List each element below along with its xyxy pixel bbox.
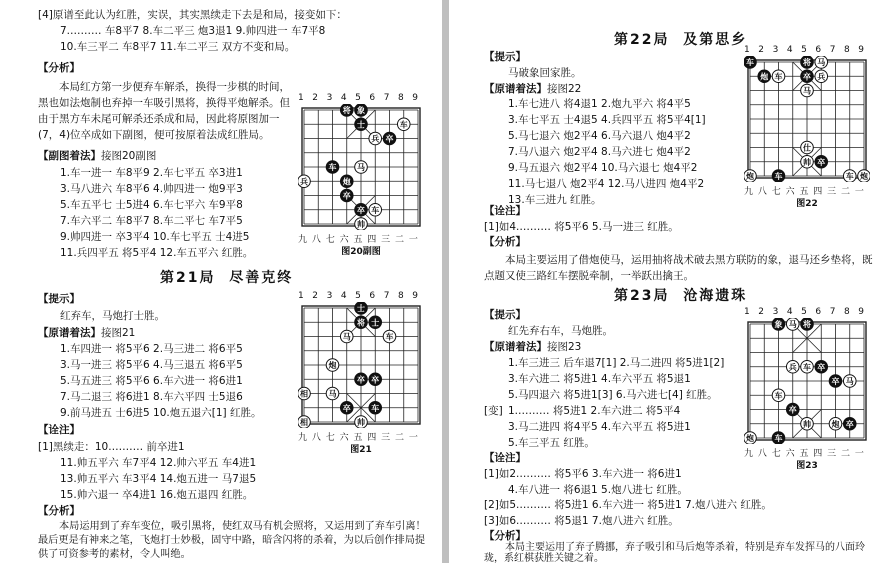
fig21-board bbox=[298, 302, 424, 428]
piece-label: 卒 bbox=[342, 403, 351, 413]
analysis1-text: 本局红方第一步便弃车解杀，换得一步棋的时间，黑也如法炮制也弃掉一车吸引黑将，换得平炮解杀。但由于黑方车未尾可解杀还杀成和局，因此将原图加一(7，4)位卒成如下副图，便可按原着法成红胜局。 bbox=[38, 81, 290, 141]
sub-move-line: 5.车五平七 士5进4 6.车七平六 车9平8 bbox=[60, 199, 243, 211]
game23-title bbox=[614, 290, 747, 303]
fig20-board bbox=[298, 104, 424, 230]
piece-label: 车 bbox=[774, 391, 783, 401]
piece-black bbox=[801, 70, 814, 83]
piece-label: 车 bbox=[845, 172, 854, 182]
piece-red bbox=[340, 330, 353, 343]
piece-label: 炮 bbox=[342, 177, 351, 187]
game21-notes-label: 【诠注】 bbox=[38, 424, 80, 436]
piece-label: 兵 bbox=[817, 72, 826, 82]
game21-moves-label: 【原谱着法】 bbox=[38, 327, 101, 339]
game23-analysis: 本局主要运用了弃子腾挪，弃子吸引和马后炮等杀着，特别是弃车发挥马的八面玲珑，系红棋获胜关键之着。 bbox=[484, 542, 865, 564]
game22-hint: 马破象回家胜。 bbox=[508, 67, 582, 79]
piece-black bbox=[772, 170, 785, 182]
game21-analysis: 本局运用到了弃车变位，吸引黑将，使红双马有机会照将，又运用到了弃车引离！最后更是有神来之笔，飞炮打士妙极，固守中路，暗含闪将的杀着，为以后创作排局提供了可资参考的素材，令人叫绝。 bbox=[38, 521, 426, 560]
game23-var-line: 5.车三平五 红胜。 bbox=[508, 437, 595, 449]
game23-moves-ref: 接图23 bbox=[547, 341, 582, 353]
game21-note-line: 15.帅六退一 卒4进1 16.炮五退四 红胜。 bbox=[60, 489, 254, 501]
piece-red bbox=[858, 170, 870, 182]
game22-moves-ref: 接图22 bbox=[547, 83, 582, 95]
game23-moves-label: 【原谱着法】 bbox=[484, 341, 547, 353]
piece-label: 马 bbox=[328, 389, 337, 399]
piece-red bbox=[815, 56, 828, 68]
game21-move-line: 1.车四进一 将5平6 2.马三进二 将6平5 bbox=[60, 343, 243, 355]
game22-hint-label: 【提示】 bbox=[484, 51, 526, 63]
piece-red bbox=[355, 416, 368, 428]
game21-moves-ref: 接图21 bbox=[101, 327, 136, 339]
piece-label: 卒 bbox=[342, 191, 351, 201]
piece-black bbox=[843, 417, 856, 430]
piece-label: 马 bbox=[817, 58, 826, 68]
note4-head: [4]原谱至此认为红胜，实误，其实黑续走下去是和局，接变如下： bbox=[38, 9, 347, 21]
note4-line-2: 10.车三平二 车8平7 11.车二平三 双方不变和局。 bbox=[60, 41, 296, 53]
piece-red bbox=[369, 132, 382, 145]
piece-label: 卒 bbox=[817, 157, 826, 167]
game23-move-line: 3.车六进二 将5进1 4.车六平五 将5退1 bbox=[508, 373, 691, 385]
game22-moves-label: 【原谱着法】 bbox=[484, 83, 547, 95]
piece-black bbox=[355, 118, 368, 131]
game23-analysis-label: 【分析】 bbox=[484, 530, 526, 542]
fig21-row-numbers: 九 八 七 六 五 四 三 二 一 bbox=[298, 433, 418, 443]
piece-label: 卒 bbox=[803, 72, 811, 82]
piece-red bbox=[397, 118, 410, 131]
game21-number: 第21局 bbox=[160, 270, 216, 286]
piece-black bbox=[355, 104, 368, 116]
sub-moves-ref: 接图20副图 bbox=[101, 150, 157, 162]
piece-label: 炮 bbox=[760, 72, 769, 82]
game23-notes-label: 【诠注】 bbox=[484, 452, 526, 464]
piece-label: 炮 bbox=[746, 434, 754, 444]
piece-black bbox=[355, 316, 368, 329]
game21-note-line: [1]黑续走：10.……… 前卒进1 bbox=[38, 441, 185, 453]
piece-black bbox=[772, 318, 785, 330]
piece-red bbox=[355, 218, 368, 230]
piece-label: 车 bbox=[385, 332, 394, 342]
game21-note-line: 13.帅五平六 车3平4 14.炮五进一 马7退5 bbox=[60, 473, 257, 485]
piece-black bbox=[815, 155, 828, 168]
piece-black bbox=[355, 302, 368, 314]
sub-move-line: 9.帅四进一 卒3平4 10.车七平五 士4进5 bbox=[60, 231, 250, 243]
piece-black bbox=[340, 189, 353, 202]
piece-label: 将 bbox=[342, 106, 351, 116]
game22-title bbox=[614, 34, 747, 47]
game22-move-line: 1.车七进八 将4退1 2.炮九平六 将4平5 bbox=[508, 98, 691, 110]
piece-black bbox=[355, 203, 368, 216]
left-page bbox=[0, 0, 442, 563]
game22-analysis: 本局主要运用了借炮使马，运用抽将战术破去黑方联防的象，退马还乡垫将，既点题又使三路红车摆脱牵制，一举跃出擒王。 bbox=[484, 254, 873, 282]
game21-move-line: 5.马五进三 将5平6 6.车六进一 将6进1 bbox=[60, 375, 243, 387]
piece-red bbox=[326, 387, 339, 400]
fig23-board bbox=[744, 318, 870, 444]
piece-black bbox=[340, 175, 353, 188]
fig22-col-numbers: 1 2 3 4 5 6 7 8 9 bbox=[744, 45, 864, 55]
fig23-row-numbers: 九 八 七 六 五 四 三 二 一 bbox=[744, 449, 864, 459]
game23-number: 第23局 bbox=[614, 288, 670, 304]
piece-label: 帅 bbox=[357, 220, 365, 230]
sub-move-line: 11.兵四平五 将5平4 12.车五平六 红胜。 bbox=[60, 247, 254, 259]
game22-analysis-label: 【分析】 bbox=[484, 236, 526, 248]
piece-label: 马 bbox=[357, 163, 365, 173]
game21-name: 尽善克终 bbox=[229, 270, 294, 286]
game23-move-line: 1.车三进三 后车退7[1] 2.马二进四 将5进1[2] bbox=[508, 357, 725, 369]
piece-label: 炮 bbox=[328, 361, 337, 371]
game22-moves-header bbox=[484, 83, 581, 96]
game21-move-line: 9.前马进五 士6进5 10.炮五退六[1] 红胜。 bbox=[60, 407, 262, 419]
piece-red bbox=[744, 432, 756, 444]
piece-red bbox=[801, 84, 814, 97]
game22-move-line: 3.车七平五 士4退5 4.兵四平五 将5平4[1] bbox=[508, 114, 706, 126]
piece-label: 相 bbox=[300, 389, 308, 399]
piece-label: 帅 bbox=[803, 419, 811, 429]
piece-black bbox=[772, 432, 785, 444]
game22-move-line: 13.车三进九 红胜。 bbox=[508, 194, 602, 206]
game21-moves-header bbox=[38, 327, 135, 340]
piece-label: 卒 bbox=[817, 362, 826, 372]
game23-var-line: 1.……… 将5进1 2.车六进二 将5平4 bbox=[508, 405, 681, 417]
piece-black bbox=[369, 316, 382, 329]
fig22-caption: 图22 bbox=[796, 199, 818, 209]
piece-label: 卒 bbox=[831, 377, 840, 387]
piece-black bbox=[815, 360, 828, 373]
piece-label: 卒 bbox=[845, 419, 854, 429]
game22-move-line: 9.马五退六 炮2平4 10.马六退七 炮4平2 bbox=[508, 162, 698, 174]
piece-label: 马 bbox=[845, 377, 854, 387]
game21-move-line: 3.马一进三 将5平6 4.马三退五 将6平5 bbox=[60, 359, 243, 371]
piece-label: 马 bbox=[803, 86, 811, 96]
piece-label: 将 bbox=[803, 320, 811, 330]
piece-label: 马 bbox=[788, 320, 797, 330]
piece-label: 士 bbox=[357, 304, 365, 314]
piece-black bbox=[326, 161, 339, 174]
piece-label: 炮 bbox=[831, 419, 840, 429]
game23-name: 沧海遗珠 bbox=[683, 288, 748, 304]
piece-red bbox=[298, 175, 310, 188]
piece-label: 车 bbox=[774, 172, 783, 182]
fig22-board bbox=[744, 56, 870, 182]
piece-red bbox=[326, 359, 339, 372]
game23-note-line: [2]如5.……… 将5进1 6.车六进一 将5进1 7.炮八进六 红胜。 bbox=[484, 499, 772, 511]
piece-red bbox=[786, 360, 799, 373]
piece-red bbox=[801, 417, 814, 430]
fig21-col-numbers: 1 2 3 4 5 6 7 8 9 bbox=[298, 291, 418, 301]
game23-moves-header bbox=[484, 341, 581, 354]
piece-label: 卒 bbox=[357, 205, 365, 215]
piece-black bbox=[801, 318, 814, 330]
piece-red bbox=[772, 389, 785, 402]
piece-label: 车 bbox=[774, 434, 783, 444]
piece-label: 卒 bbox=[357, 375, 365, 385]
fig20-caption: 图20副图 bbox=[341, 247, 381, 257]
game22-move-line: 11.马七退八 炮2平4 12.马八进四 炮4平2 bbox=[508, 178, 705, 190]
piece-label: 帅 bbox=[803, 157, 811, 167]
piece-red bbox=[355, 161, 368, 174]
piece-label: 车 bbox=[371, 205, 380, 215]
piece-label: 车 bbox=[803, 362, 811, 372]
game21-title bbox=[160, 272, 293, 285]
fig23-col-numbers: 1 2 3 4 5 6 7 8 9 bbox=[744, 307, 864, 317]
piece-label: 兵 bbox=[371, 134, 380, 144]
page-gutter bbox=[442, 0, 449, 563]
piece-red bbox=[298, 416, 310, 428]
piece-red bbox=[829, 417, 842, 430]
game23-move-line: 5.马四退六 将5进1[3] 6.马六进七[4] 红胜。 bbox=[508, 389, 718, 401]
piece-label: 卒 bbox=[385, 134, 394, 144]
game21-note-line: 11.帅五平六 车7平4 12.帅六平五 车4进1 bbox=[60, 457, 257, 469]
sub-move-line: 1.车一进一 车8平9 2.车七平五 卒3进1 bbox=[60, 167, 243, 179]
game23-hint: 红先弃右车，马炮胜。 bbox=[508, 325, 613, 337]
piece-label: 仕 bbox=[803, 143, 811, 153]
sub-move-line: 3.马八进六 车8平6 4.帅四进一 炮9平3 bbox=[60, 183, 243, 195]
piece-label: 将 bbox=[803, 58, 811, 68]
game23-note-line: 4.车八进一 将6退1 5.炮八进七 红胜。 bbox=[508, 484, 688, 496]
piece-label: 卒 bbox=[371, 375, 380, 385]
piece-red bbox=[843, 170, 856, 182]
fig20-col-numbers: 1 2 3 4 5 6 7 8 9 bbox=[298, 93, 418, 103]
piece-red bbox=[801, 155, 814, 168]
piece-red bbox=[369, 203, 382, 216]
sub-move-line: 7.车六平二 车8平7 8.车二平七 车7平5 bbox=[60, 215, 243, 227]
piece-label: 帅 bbox=[357, 418, 365, 428]
piece-label: 卒 bbox=[788, 405, 797, 415]
piece-black bbox=[829, 375, 842, 388]
sub-moves-label: 【副图着法】 bbox=[38, 150, 101, 162]
fig22-row-numbers: 九 八 七 六 五 四 三 二 一 bbox=[744, 187, 864, 197]
piece-black bbox=[801, 56, 814, 68]
piece-black bbox=[355, 373, 368, 386]
piece-label: 车 bbox=[399, 120, 408, 130]
piece-black bbox=[758, 70, 771, 83]
fig23-caption: 图23 bbox=[796, 461, 818, 471]
piece-label: 象 bbox=[774, 320, 783, 330]
game23-var-label: [变] bbox=[484, 405, 503, 417]
game22-name: 及第思乡 bbox=[683, 32, 748, 48]
game23-note-line: [1]如2.……… 将5平6 3.车六进一 将6进1 bbox=[484, 468, 682, 480]
game23-hint-label: 【提示】 bbox=[484, 309, 526, 321]
piece-black bbox=[369, 373, 382, 386]
piece-label: 车 bbox=[774, 72, 783, 82]
piece-label: 炮 bbox=[860, 172, 868, 182]
piece-black bbox=[744, 56, 756, 68]
piece-black bbox=[340, 401, 353, 414]
piece-label: 象 bbox=[357, 106, 365, 116]
piece-label: 相 bbox=[300, 418, 308, 428]
piece-label: 士 bbox=[371, 318, 380, 328]
sub-moves-header bbox=[38, 150, 156, 163]
piece-label: 马 bbox=[342, 332, 351, 342]
game22-move-line: 7.马八退六 炮2平4 8.马六进七 炮4平2 bbox=[508, 146, 691, 158]
piece-red bbox=[843, 375, 856, 388]
game21-analysis-label: 【分析】 bbox=[38, 505, 80, 517]
game23-note-line: [3]如6.……… 将5退1 7.炮八进六 红胜。 bbox=[484, 515, 679, 527]
piece-red bbox=[801, 141, 814, 154]
game22-notes-label: 【诠注】 bbox=[484, 205, 526, 217]
note4-line-1: 7.……… 车8平7 8.车二平三 炮3退1 9.帅四进一 车7平8 bbox=[60, 25, 326, 37]
piece-label: 炮 bbox=[746, 172, 754, 182]
piece-red bbox=[383, 330, 396, 343]
piece-red bbox=[772, 70, 785, 83]
piece-black bbox=[786, 403, 799, 416]
piece-red bbox=[298, 387, 310, 400]
piece-label: 士 bbox=[357, 120, 365, 130]
piece-red bbox=[801, 360, 814, 373]
game21-hint: 红弃车，马炮打士胜。 bbox=[60, 310, 165, 322]
fig20-row-numbers: 九 八 七 六 五 四 三 二 一 bbox=[298, 235, 418, 245]
game22-number: 第22局 bbox=[614, 32, 670, 48]
piece-black bbox=[369, 401, 382, 414]
piece-red bbox=[786, 318, 799, 330]
piece-label: 将 bbox=[357, 318, 365, 328]
game22-move-line: 5.马七退六 炮2平4 6.马六退八 炮4平2 bbox=[508, 130, 691, 142]
right-page bbox=[449, 0, 890, 563]
piece-black bbox=[383, 132, 396, 145]
piece-label: 兵 bbox=[300, 177, 308, 187]
fig21-caption: 图21 bbox=[350, 445, 372, 455]
analysis1-label: 【分析】 bbox=[38, 62, 80, 74]
game21-hint-label: 【提示】 bbox=[38, 293, 80, 305]
piece-label: 车 bbox=[371, 403, 380, 413]
piece-label: 车 bbox=[328, 163, 337, 173]
game23-var-line: 3.马二进四 将4平5 4.车六平五 将5进1 bbox=[508, 421, 691, 433]
piece-label: 兵 bbox=[788, 362, 797, 372]
piece-red bbox=[815, 70, 828, 83]
piece-black bbox=[340, 104, 353, 116]
game22-note-line: [1]如4.……… 将5平6 5.马一进三 红胜。 bbox=[484, 221, 679, 233]
piece-label: 车 bbox=[746, 58, 754, 68]
game21-move-line: 7.马二退三 将6进1 8.车六平四 士5退6 bbox=[60, 391, 243, 403]
piece-red bbox=[744, 170, 756, 182]
